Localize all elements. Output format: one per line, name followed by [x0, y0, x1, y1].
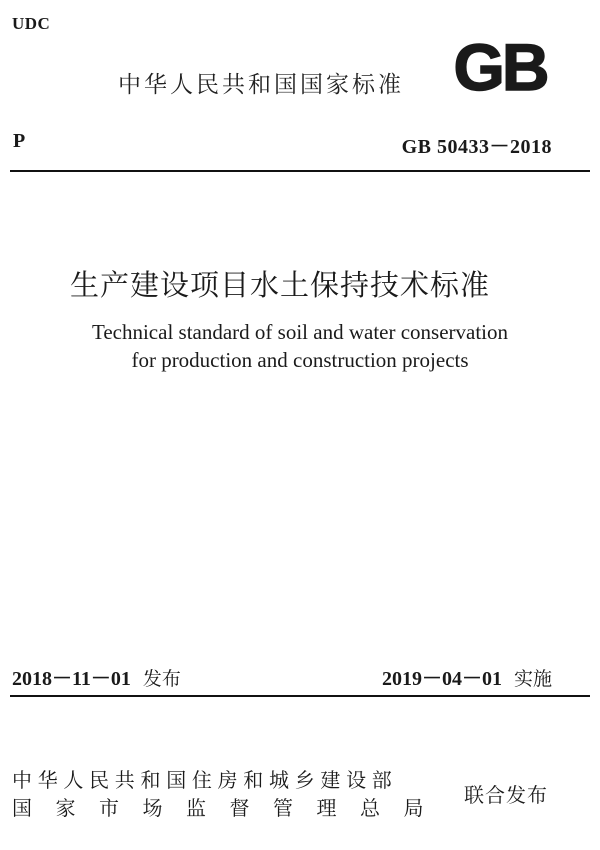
- issue-date-block: [12, 662, 181, 691]
- implement-date: 2019－04－01: [381, 668, 502, 690]
- issue-label: 发布: [142, 668, 181, 690]
- classification-code: P: [13, 130, 26, 152]
- standard-number: GB 50433－2018: [401, 136, 552, 158]
- title-english-line2: for production and construction projects: [131, 348, 469, 372]
- issuing-authorities: [12, 766, 447, 822]
- issuer-line1: 中华人民共和国住房和城乡建设部: [12, 768, 398, 792]
- gb-logo-icon: [444, 36, 556, 96]
- national-standard-label: 中华人民共和国国家标准: [118, 72, 404, 98]
- joint-issue-label: 联合发布: [464, 783, 548, 807]
- title-english: [0, 318, 600, 374]
- udc-label: UDC: [12, 14, 51, 33]
- issuer-line2: 国家市场监督管理总局: [12, 796, 447, 820]
- title-chinese: 生产建设项目水土保持技术标准: [69, 268, 490, 302]
- issue-date: 2018－11－01: [12, 668, 131, 690]
- implement-date-block: [382, 662, 552, 691]
- bottom-divider: [10, 695, 590, 697]
- top-divider: [10, 170, 590, 172]
- title-english-line1: Technical standard of soil and water conservation: [91, 320, 509, 344]
- implement-label: 实施: [513, 668, 552, 690]
- gb-logo-text: GB: [453, 36, 547, 96]
